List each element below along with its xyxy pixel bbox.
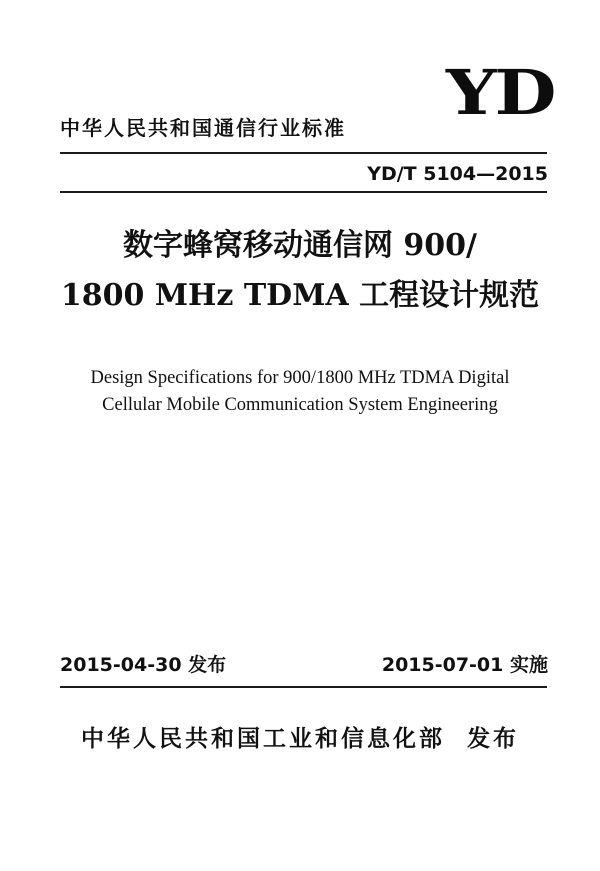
release-date: 2015-04-30 发布 — [60, 654, 227, 676]
implementation-date: 2015-07-01 实施 — [381, 654, 548, 676]
yd-logo: YD — [446, 56, 555, 129]
header-divider — [60, 152, 547, 154]
publisher-action: 发布 — [467, 726, 519, 752]
publisher — [0, 723, 600, 755]
document-title-line-2: 1800 MHz TDMA 工程设计规范 — [60, 278, 540, 313]
document-title-line-1: 数字蜂窝移动通信网 900/ — [122, 228, 478, 263]
standard-code: YD/T 5104—2015 — [367, 163, 548, 185]
english-title-line-2: Cellular Mobile Communication System Engineering — [102, 395, 498, 415]
standard-category: 中华人民共和国通信行业标准 — [60, 116, 346, 140]
date-divider — [60, 686, 547, 688]
english-title-line-1: Design Specifications for 900/1800 MHz TDMA Digital — [90, 368, 510, 388]
publisher-name: 中华人民共和国工业和信息化部 — [81, 726, 445, 752]
code-divider — [60, 191, 547, 193]
